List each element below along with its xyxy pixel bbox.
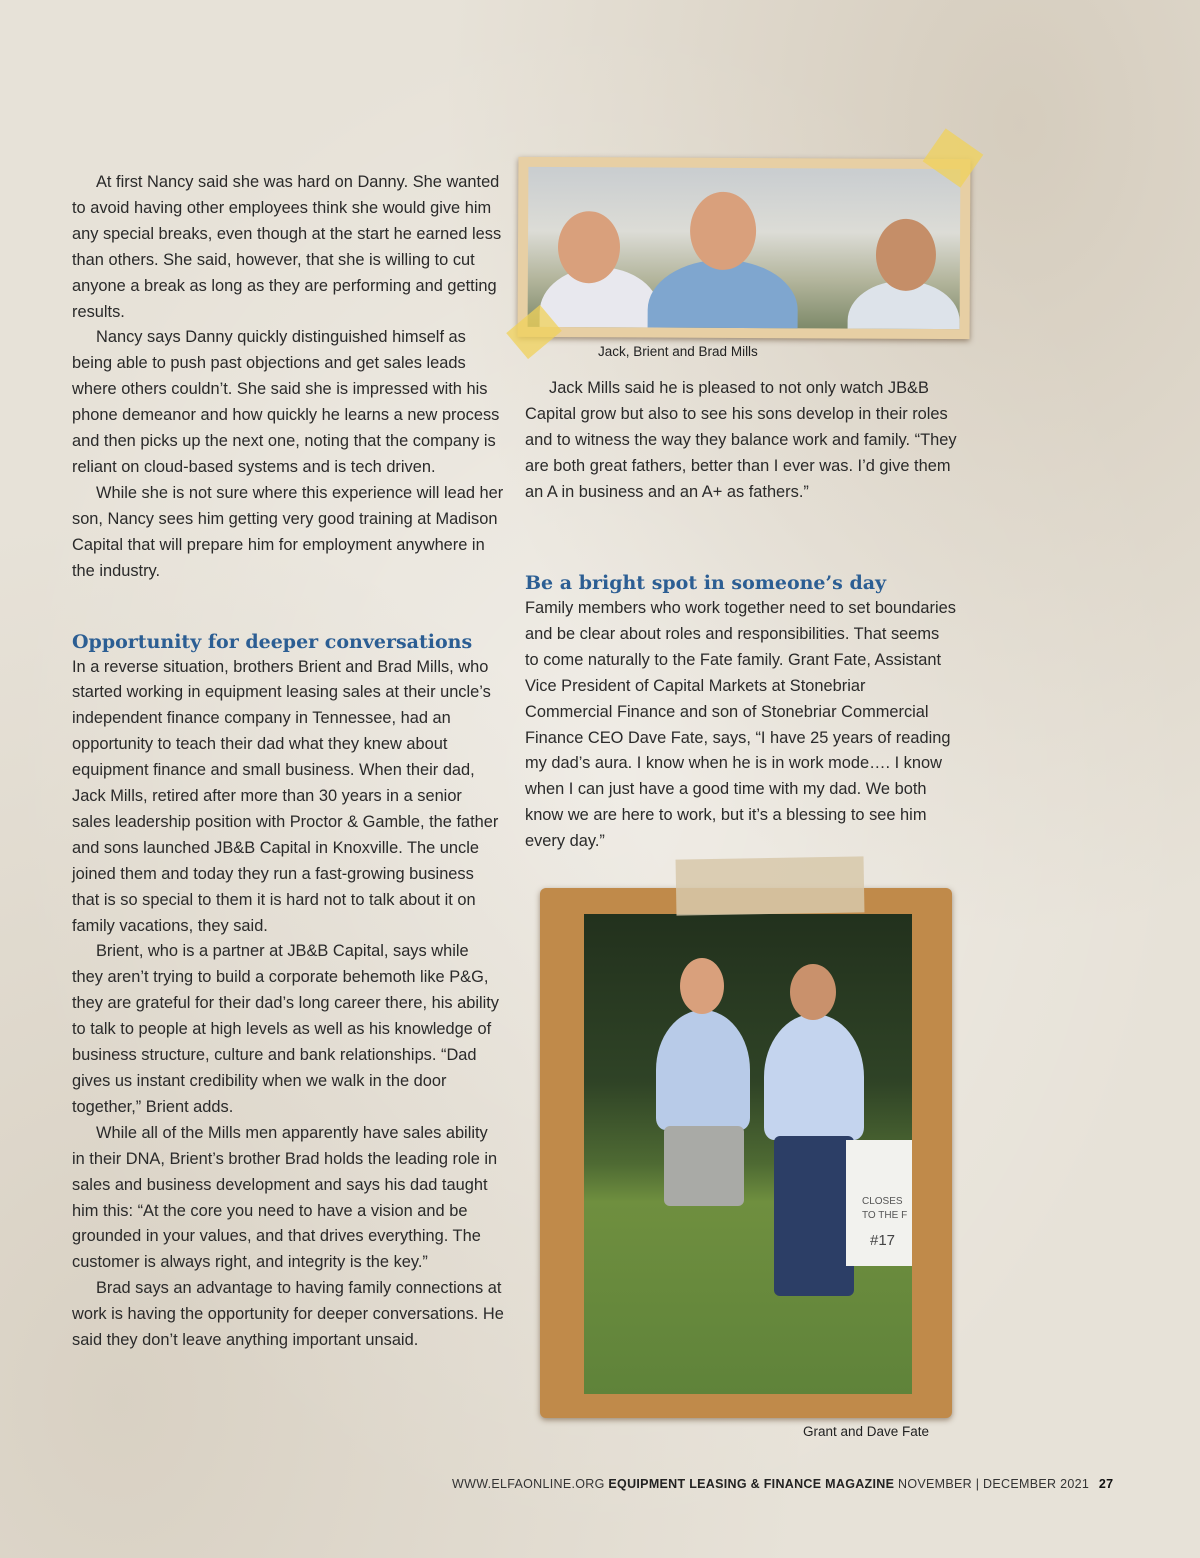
paragraph: Family members who work together need to set boundaries and be clear about roles and responsibilities. That seems to come naturally to the Fate family. Grant Fate, Assistant Vice President of Capital Markets at Stonebriar Commercial Finance and son of Stonebriar Commercial Finance CEO Dave Fate, says, “I have 25 years of reading my dad’s aura. I know when he is in work mode…. I know when I can just have a good time with my dad. We both know we are here to work, but it’s a blessing to see him every day.” xyxy=(525,599,956,851)
paragraph: Jack Mills said he is pleased to not only watch JB&B Capital grow but also to see his sons develop in their roles and to witness the way they balance work and family. “They are both great fathers, better than I ever was. I’d give them an A in business and an A+ as fathers.” xyxy=(525,379,957,501)
photo-caption: Jack, Brient and Brad Mills xyxy=(598,344,758,359)
paragraph: While all of the Mills men apparently have sales ability in their DNA, Brient’s brother Brad holds the leading role in sales and business development and says his dad taught him this: “At the core you need to have a vision and be grounded in your values, and that drives everything. The customer is always right, and integrity is the key.” xyxy=(72,1123,498,1272)
paragraph: Brient, who is a partner at JB&B Capital, says while they aren’t trying to build a corporate behemoth like P&G, they are grateful for their dad’s long career there, his ability to talk to people at high levels as well as his knowledge of business structure, culture and bank relationships. “Dad gives us instant credibility when we walk in the door together,” Brient adds. xyxy=(72,942,499,1116)
page-footer xyxy=(452,1477,1113,1491)
paragraph: Brad says an advantage to having family connections at work is having the opportunity for deeper conversations. He said they don’t leave anything important unsaid. xyxy=(72,1279,504,1350)
photo-frame-mills xyxy=(518,157,971,339)
left-column xyxy=(72,170,504,1354)
sign-text: TO THE F xyxy=(862,1210,908,1221)
right-column-middle xyxy=(525,570,957,855)
section-heading: Be a bright spot in someone’s day xyxy=(525,572,887,594)
photo-mills-family xyxy=(528,167,961,329)
tape-decoration xyxy=(676,856,865,915)
photo-caption: Grant and Dave Fate xyxy=(803,1424,930,1439)
paragraph: Nancy says Danny quickly distinguished himself as being able to push past objections and get sales leads where others couldn’t. She said she is impressed with his phone demeanor and how quickly he learns a new process and then picks up the next one, noting that the company is reliant on cloud-based systems and is tech driven. xyxy=(72,328,500,476)
golf-sign xyxy=(846,1140,912,1266)
right-column-top xyxy=(525,376,957,506)
footer-magazine: EQUIPMENT LEASING & FINANCE MAGAZINE xyxy=(608,1477,895,1491)
photo-fate-family xyxy=(584,914,912,1394)
sign-text: #17 xyxy=(870,1232,896,1249)
paragraph: In a reverse situation, brothers Brient and Brad Mills, who started working in equipment leasing sales at their uncle’s independent finance company in Tennessee, had an opportunity to teach their dad what they knew about equipment finance and small business. When their dad, Jack Mills, retired after more than 30 years in a senior sales leadership position with Proctor & Gamble, the father and sons launched JB&B Capital in Knoxville. The uncle joined them and today they run a fast-growing business that is so special to them it is hard not to talk about it on family vacations, they said. xyxy=(72,657,499,935)
section-heading: Opportunity for deeper conversations xyxy=(72,630,473,653)
page-number: 27 xyxy=(1098,1477,1114,1491)
sign-text: CLOSES xyxy=(862,1196,903,1207)
paragraph: At first Nancy said she was hard on Danny. She wanted to avoid having other employees think she would give him any special breaks, even though at the start he earned less than others. She said, however, that she is willing to cut anyone a break as long as they are performing and getting results. xyxy=(72,173,502,321)
footer-issue: NOVEMBER | DECEMBER 2021 xyxy=(898,1477,1090,1491)
photo-frame-fate xyxy=(540,888,952,1418)
footer-url: WWW.ELFAONLINE.ORG xyxy=(452,1477,605,1491)
paragraph: While she is not sure where this experience will lead her son, Nancy sees him getting very good training at Madison Capital that will prepare him for employment anywhere in the industry. xyxy=(72,483,504,580)
